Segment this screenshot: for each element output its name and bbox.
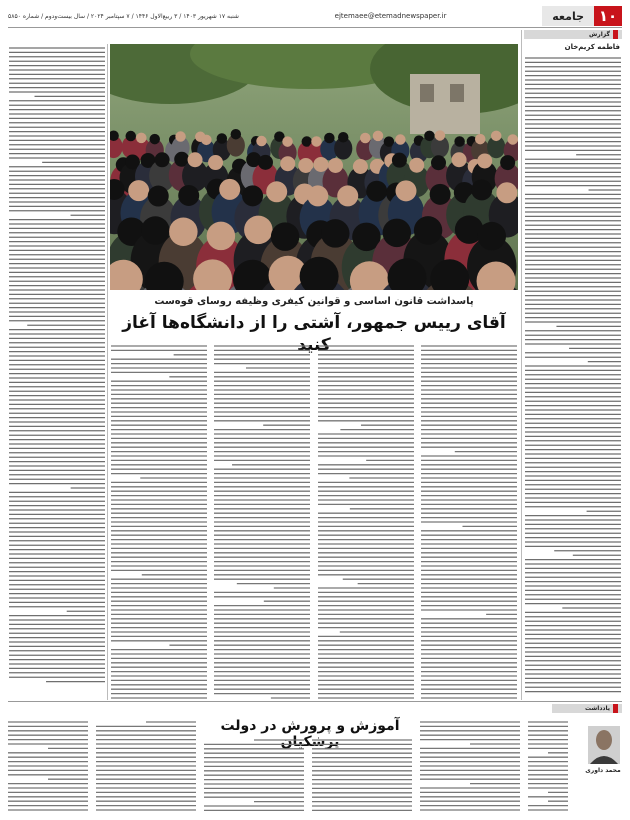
- person-head: [328, 158, 343, 173]
- report-body-text: [524, 54, 622, 694]
- person-head: [392, 153, 407, 168]
- top-rule: [8, 27, 622, 28]
- person-head: [321, 219, 350, 248]
- person-head: [452, 152, 467, 167]
- person-head: [435, 130, 446, 141]
- lead-subhead: پاسداشت قانون اساسی و قوانین کیفری وظیفه روسای قوه‌ست: [154, 296, 474, 307]
- person-head: [313, 157, 328, 172]
- person-head: [126, 131, 136, 142]
- left-body-text: [8, 44, 106, 684]
- person-head: [409, 158, 424, 173]
- protest-photo: [110, 44, 518, 290]
- page-number: ۱۰: [594, 6, 622, 26]
- person-head: [478, 222, 507, 251]
- person-head: [477, 153, 492, 168]
- person-head: [496, 182, 517, 203]
- person-head: [366, 181, 387, 202]
- person-head: [169, 217, 198, 246]
- person-head: [324, 133, 335, 144]
- person-head: [500, 155, 515, 170]
- report-author: فاطمه کریم‌خان: [564, 43, 620, 51]
- person-head: [256, 136, 267, 147]
- note-tag: یادداشت: [552, 704, 622, 713]
- lead-headline: آقای رییس جمهور، آشتی را از دانشگاه‌ها آغاز کنید: [122, 313, 506, 355]
- person-head: [395, 134, 406, 145]
- person-head: [307, 185, 328, 206]
- lead-body-column-2: [317, 342, 415, 700]
- person-head: [475, 134, 486, 145]
- lead-body-column-3: [213, 342, 311, 700]
- person-head: [383, 219, 412, 248]
- person-head: [188, 152, 203, 167]
- person-head: [508, 134, 518, 145]
- person-head: [373, 131, 384, 142]
- bottom-rule: [8, 701, 622, 702]
- person-head: [231, 129, 242, 140]
- person-head: [244, 216, 273, 245]
- person-head: [396, 180, 417, 201]
- lead-story-body: [110, 342, 518, 700]
- section-name: جامعه: [542, 6, 594, 26]
- person-head: [431, 155, 446, 170]
- person-head: [271, 222, 300, 251]
- person-head: [266, 181, 287, 202]
- person-head: [471, 179, 492, 200]
- person-head: [280, 156, 295, 171]
- person-head: [430, 184, 451, 205]
- report-column: [524, 30, 622, 700]
- crowd-photo-image: [110, 44, 518, 290]
- report-tag: گزارش: [524, 30, 622, 39]
- left-text-column: [8, 44, 106, 700]
- person-head: [149, 134, 160, 145]
- masthead: [8, 6, 622, 26]
- email-address[interactable]: ejtemaee@etemadnewspaper.ir: [334, 12, 447, 20]
- person-head: [360, 133, 371, 144]
- column-rule: [107, 44, 108, 700]
- dateline: شنبه ۱۷ شهریور ۱۴۰۳ / ۳ ربیع‌الاول ۱۴۴۶ / ۷ سپتامبر ۲۰۲۴ / سال بیست‌ودوم / شماره ۵۸۵۰: [8, 12, 239, 20]
- person-head: [217, 133, 228, 144]
- person-head: [201, 135, 212, 146]
- person-head: [337, 185, 358, 206]
- person-head: [141, 216, 170, 245]
- person-head: [207, 222, 236, 251]
- person-head: [338, 132, 349, 143]
- person-head: [175, 131, 186, 142]
- column-rule: [521, 30, 522, 700]
- person-head: [136, 133, 147, 144]
- person-head: [128, 180, 149, 201]
- person-head: [155, 152, 170, 167]
- note-author: محمد داوری: [585, 767, 621, 774]
- person-head: [242, 185, 263, 206]
- person-head: [353, 159, 368, 174]
- person-head: [491, 131, 502, 142]
- section-bar: [542, 6, 622, 26]
- person-head: [311, 136, 322, 147]
- person-head: [414, 216, 443, 245]
- person-head: [219, 179, 240, 200]
- note-title: آموزش و پرورش در دولت پزشکیان: [220, 718, 400, 750]
- person-head: [148, 186, 169, 207]
- lead-body-column-1: [420, 342, 518, 700]
- person-head: [258, 155, 273, 170]
- note-body-text: [8, 718, 570, 814]
- person-head: [208, 155, 223, 170]
- person-head: [454, 136, 465, 147]
- lead-body-column-4: [110, 342, 208, 700]
- author-portrait: [588, 726, 620, 764]
- person-head: [178, 185, 199, 206]
- person-head: [282, 136, 293, 147]
